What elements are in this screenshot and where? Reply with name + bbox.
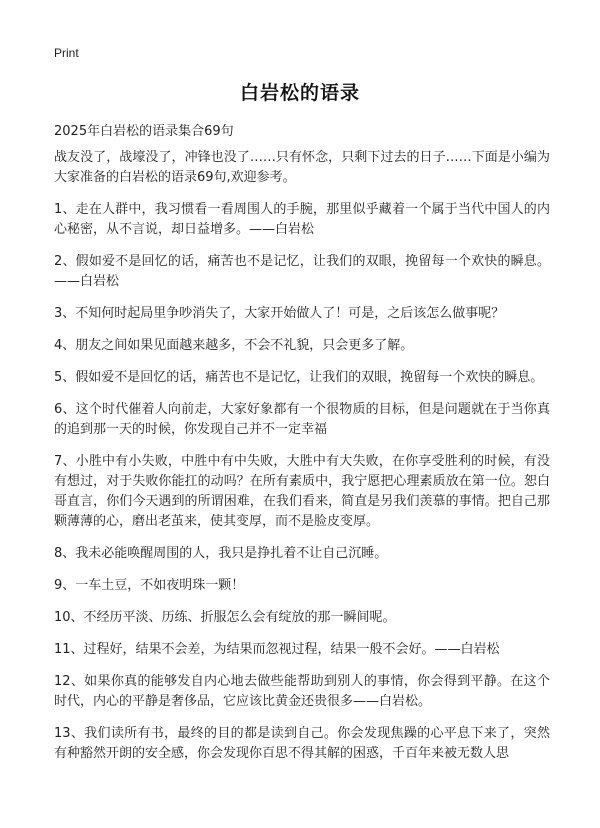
quote-item-13: 13、我们读所有书，最终的目的都是读到自己。你会发现焦躁的心平息下来了，突然有种豁然开朗的安全感，你会发现你百思不得其解的困惑，千百年来被无数人思 [54, 726, 550, 761]
page-subtitle: 2025年白岩松的语录集合69句 [54, 124, 234, 139]
quote-item-11: 11、过程好，结果不会差，为结果而忽视过程，结果一般不会好。——白岩松 [54, 642, 500, 657]
intro-paragraph: 战友没了，战壕没了，冲锋也没了……只有怀念，只剩下过去的日子……下面是小编为大家准备的白岩松的语录69句,欢迎参考。 [54, 150, 550, 185]
quote-item-12: 12、如果你真的能够发自内心地去做些能帮助到别人的事情，你会得到平静。在这个时代，内心的平静是奢侈品，它应该比黄金还贵很多——白岩松。 [54, 674, 550, 709]
quote-item-10: 10、不经历平淡、历练、折服怎么会有绽放的那一瞬间呢。 [54, 610, 396, 625]
quote-item-9: 9、一车土豆，不如夜明珠一颗！ [54, 578, 245, 593]
quote-item-3: 3、不知何时起局里争吵消失了，大家开始做人了！可是，之后该怎么做事呢？ [54, 306, 505, 321]
page-title: 白岩松的语录 [239, 82, 360, 104]
quote-item-6: 6、这个时代催着人向前走，大家好象都有一个很物质的目标，但是问题就在于当你真的追到那一天的时候，你发现自己并不一定幸福 [54, 402, 550, 437]
quote-item-5: 5、假如爱不是回忆的话，痛苦也不是记忆，让我们的双眼，挽留每一个欢快的瞬息。 [54, 370, 544, 385]
quote-item-4: 4、朋友之间如果见面越来越多，不会不礼貌，只会更多了解。 [54, 338, 414, 353]
quote-item-8: 8、我未必能唤醒周围的人，我只是挣扎着不让自己沉睡。 [54, 546, 388, 561]
print-link[interactable]: Print [54, 46, 79, 60]
article-body [54, 148, 550, 776]
quote-item-2: 2、假如爱不是回忆的话，痛苦也不是记忆，让我们的双眼，挽留每一个欢快的瞬息。——白岩松 [54, 254, 550, 289]
quote-item-7: 7、小胜中有小失败，中胜中有中失败，大胜中有大失败，在你享受胜利的时候，有没有想过，对于失败你能扛的动吗？在所有素质中，我宁愿把心理素质放在第一位。恕白哥直言，你们今天遇到的所谓困难，在我们看来，简直是另我们羡慕的事情。把自己那颗薄薄的心，磨出老茧来，使其变厚，而不是脸皮变厚。 [54, 454, 550, 529]
quote-item-1: 1、走在人群中，我习惯看一看周围人的手腕，那里似乎藏着一个属于当代中国人的内心秘密，从不言说，却日益增多。——白岩松 [54, 202, 550, 237]
